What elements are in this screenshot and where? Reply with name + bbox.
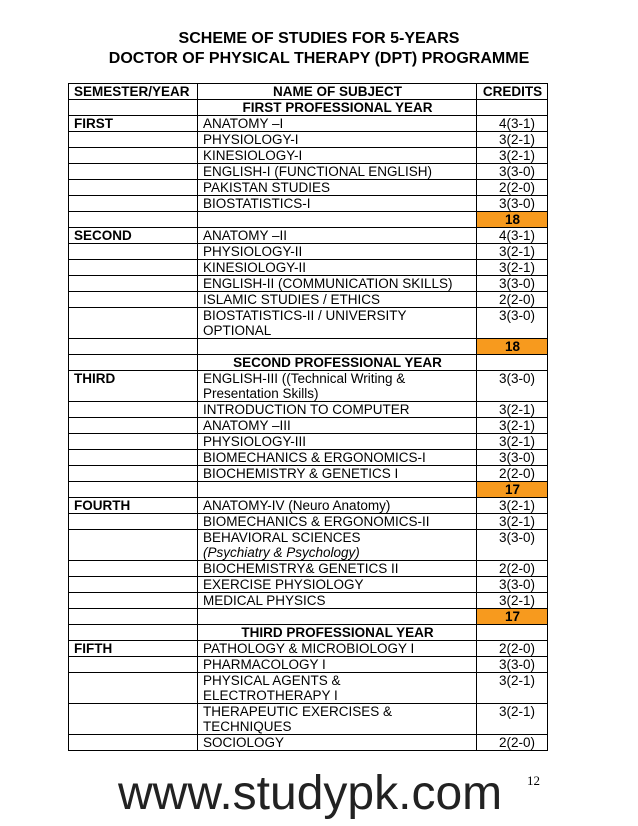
credits-cell: 3(2-1): [477, 704, 548, 735]
subject-name: EXERCISE PHYSIOLOGY: [203, 577, 364, 592]
table-row: [69, 450, 548, 466]
credits-total: 18: [477, 212, 548, 228]
credits-total: 17: [477, 609, 548, 625]
subject-name: ENGLISH-III ((Technical Writing &: [203, 371, 406, 386]
total-row: [69, 482, 548, 498]
semester-cell: [69, 418, 198, 434]
table-row: [69, 561, 548, 577]
semester-cell-empty: [69, 100, 198, 116]
credits-cell: 3(2-1): [477, 260, 548, 276]
document-title-line-2: DOCTOR OF PHYSICAL THERAPY (DPT) PROGRAMME: [108, 50, 530, 67]
semester-cell: [69, 434, 198, 450]
table-row: [69, 292, 548, 308]
subject-cell: [198, 196, 477, 212]
credits-cell: 3(3-0): [477, 308, 548, 339]
total-row: [69, 212, 548, 228]
semester-cell: [69, 735, 198, 751]
document-title-line-1: SCHEME OF STUDIES FOR 5-YEARS: [178, 30, 460, 47]
semester-cell: [69, 196, 198, 212]
credits-cell: 3(2-1): [477, 434, 548, 450]
semester-cell: [69, 244, 198, 260]
table-row: [69, 577, 548, 593]
subject-cell: [198, 228, 477, 244]
credits-cell: 3(3-0): [477, 657, 548, 673]
subject-name: ENGLISH-I (FUNCTIONAL ENGLISH): [203, 164, 433, 179]
credits-total: 18: [477, 339, 548, 355]
subject-cell: [198, 593, 477, 609]
subject-name-continued: ELECTROTHERAPY I: [203, 688, 338, 703]
subject-name: PHYSICAL AGENTS &: [203, 673, 341, 688]
table-row: [69, 402, 548, 418]
subject-name: PHYSIOLOGY-I: [203, 132, 299, 147]
credits-cell: 3(2-1): [477, 402, 548, 418]
semester-cell: [69, 466, 198, 482]
subject-cell-empty: [198, 609, 477, 625]
subject-name: PHYSIOLOGY-II: [203, 244, 303, 259]
table-row: [69, 276, 548, 292]
semester-cell: SECOND: [69, 228, 198, 244]
table-row: [69, 466, 548, 482]
subject-name: ANATOMY-IV (Neuro Anatomy): [203, 498, 391, 513]
table-row: [69, 498, 548, 514]
table-row: [69, 530, 548, 561]
semester-cell: [69, 132, 198, 148]
table-header-row: [69, 84, 548, 100]
subject-cell: [198, 577, 477, 593]
credits-cell: 2(2-0): [477, 641, 548, 657]
total-row: [69, 609, 548, 625]
subject-name-continued: Presentation Skills): [203, 386, 319, 401]
subject-cell: [198, 371, 477, 402]
subject-cell: [198, 180, 477, 196]
credits-cell: 2(2-0): [477, 561, 548, 577]
subject-name-continued: OPTIONAL: [203, 323, 272, 338]
credits-cell: 3(2-1): [477, 148, 548, 164]
subject-name: MEDICAL PHYSICS: [203, 593, 326, 608]
header-credits: CREDITS: [477, 84, 548, 100]
table-row: [69, 704, 548, 735]
subject-name: BIOSTATISTICS-II / UNIVERSITY: [203, 308, 407, 323]
credits-cell: 3(3-0): [477, 577, 548, 593]
table-row: [69, 514, 548, 530]
semester-cell-empty: [69, 339, 198, 355]
semester-cell: [69, 577, 198, 593]
subject-cell: [198, 641, 477, 657]
credits-cell: 3(3-0): [477, 196, 548, 212]
subject-cell: [198, 276, 477, 292]
subject-name: BIOCHEMISTRY& GENETICS II: [203, 561, 399, 576]
subject-name: PHARMACOLOGY I: [203, 657, 326, 672]
credits-cell: 3(2-1): [477, 673, 548, 704]
credits-cell: 3(2-1): [477, 132, 548, 148]
semester-cell: [69, 164, 198, 180]
section-title: THIRD PROFESSIONAL YEAR: [198, 625, 477, 641]
credits-cell: 4(3-1): [477, 116, 548, 132]
section-row: [69, 355, 548, 371]
credits-cell: 3(2-1): [477, 593, 548, 609]
credits-total: 17: [477, 482, 548, 498]
subject-name: PATHOLOGY & MICROBIOLOGY I: [203, 641, 415, 656]
credits-cell: 3(3-0): [477, 450, 548, 466]
subject-name: THERAPEUTIC EXERCISES &: [203, 704, 393, 719]
subject-name: KINESIOLOGY-I: [203, 148, 303, 163]
subject-cell: [198, 402, 477, 418]
header-subject: NAME OF SUBJECT: [198, 84, 477, 100]
subject-name: ISLAMIC STUDIES / ETHICS: [203, 292, 381, 307]
semester-cell: [69, 704, 198, 735]
subject-cell: [198, 561, 477, 577]
subject-name: BEHAVIORAL SCIENCES: [203, 530, 361, 545]
semester-cell: [69, 260, 198, 276]
subject-cell: [198, 244, 477, 260]
subject-name: ANATOMY –II: [203, 228, 288, 243]
credits-cell: 2(2-0): [477, 180, 548, 196]
semester-cell: [69, 180, 198, 196]
credits-cell: 3(2-1): [477, 514, 548, 530]
table-row: [69, 735, 548, 751]
semester-cell: [69, 308, 198, 339]
subject-name: ANATOMY –I: [203, 116, 284, 131]
semester-cell-empty: [69, 609, 198, 625]
credits-cell-empty: [477, 355, 548, 371]
subject-name: BIOMECHANICS & ERGONOMICS-I: [203, 450, 426, 465]
credits-cell: 3(3-0): [477, 371, 548, 402]
semester-cell: [69, 148, 198, 164]
subject-name: KINESIOLOGY-II: [203, 260, 307, 275]
semester-cell-empty: [69, 625, 198, 641]
credits-cell-empty: [477, 625, 548, 641]
page-number: 12: [527, 773, 540, 788]
subject-name: BIOMECHANICS & ERGONOMICS-II: [203, 514, 430, 529]
subject-cell: [198, 164, 477, 180]
subject-cell: [198, 132, 477, 148]
subject-cell: [198, 673, 477, 704]
subject-name: ENGLISH-II (COMMUNICATION SKILLS): [203, 276, 453, 291]
credits-cell: 4(3-1): [477, 228, 548, 244]
semester-cell: [69, 292, 198, 308]
credits-cell: 2(2-0): [477, 292, 548, 308]
table-row: [69, 418, 548, 434]
total-row: [69, 339, 548, 355]
subject-cell: [198, 498, 477, 514]
subject-cell: [198, 418, 477, 434]
table-row: [69, 196, 548, 212]
subject-cell: [198, 292, 477, 308]
semester-cell: [69, 450, 198, 466]
semester-cell: FIRST: [69, 116, 198, 132]
semester-cell: [69, 514, 198, 530]
table-row: [69, 673, 548, 704]
subject-cell: [198, 514, 477, 530]
subject-cell-empty: [198, 212, 477, 228]
section-row: [69, 625, 548, 641]
subject-name: SOCIOLOGY: [203, 735, 285, 750]
subject-cell: [198, 735, 477, 751]
subject-name: INTRODUCTION TO COMPUTER: [203, 402, 410, 417]
semester-cell-empty: [69, 212, 198, 228]
credits-cell: 3(3-0): [477, 530, 548, 561]
subject-name-continued: TECHNIQUES: [203, 719, 292, 734]
table-row: [69, 641, 548, 657]
table-row: [69, 244, 548, 260]
semester-cell: THIRD: [69, 371, 198, 402]
subject-cell: [198, 466, 477, 482]
table-row: [69, 593, 548, 609]
website-watermark: www.studypk.com: [118, 767, 503, 820]
subject-cell: [198, 657, 477, 673]
table-row: [69, 260, 548, 276]
subject-name-continued: (Psychiatry & Psychology): [203, 545, 360, 560]
semester-cell-empty: [69, 355, 198, 371]
subject-cell: [198, 450, 477, 466]
credits-cell: 3(3-0): [477, 164, 548, 180]
table-row: [69, 228, 548, 244]
credits-cell-empty: [477, 100, 548, 116]
subject-cell: [198, 434, 477, 450]
semester-cell: [69, 673, 198, 704]
subject-name: PAKISTAN STUDIES: [203, 180, 331, 195]
credits-cell: 3(2-1): [477, 498, 548, 514]
subject-name: PHYSIOLOGY-III: [203, 434, 307, 449]
semester-cell: [69, 657, 198, 673]
semester-cell-empty: [69, 482, 198, 498]
subject-cell: [198, 530, 477, 561]
credits-cell: 2(2-0): [477, 735, 548, 751]
subject-cell: [198, 704, 477, 735]
subject-cell: [198, 308, 477, 339]
semester-cell: [69, 561, 198, 577]
table-row: [69, 657, 548, 673]
credits-cell: 2(2-0): [477, 466, 548, 482]
credits-cell: 3(2-1): [477, 418, 548, 434]
semester-cell: FOURTH: [69, 498, 198, 514]
subject-name: BIOSTATISTICS-I: [203, 196, 311, 211]
section-title: FIRST PROFESSIONAL YEAR: [198, 100, 477, 116]
table-row: [69, 116, 548, 132]
semester-cell: [69, 530, 198, 561]
semester-cell: FIFTH: [69, 641, 198, 657]
header-semester: SEMESTER/YEAR: [69, 84, 198, 100]
subject-cell: [198, 260, 477, 276]
table-row: [69, 180, 548, 196]
subject-cell: [198, 116, 477, 132]
table-row: [69, 132, 548, 148]
subject-cell-empty: [198, 482, 477, 498]
subject-cell: [198, 148, 477, 164]
section-row: [69, 100, 548, 116]
table-row: [69, 434, 548, 450]
credits-cell: 3(3-0): [477, 276, 548, 292]
subject-name: ANATOMY –III: [203, 418, 291, 433]
table-row: [69, 308, 548, 339]
scheme-of-studies-table: [68, 83, 548, 751]
table-row: [69, 148, 548, 164]
credits-cell: 3(2-1): [477, 244, 548, 260]
subject-cell-empty: [198, 339, 477, 355]
section-title: SECOND PROFESSIONAL YEAR: [198, 355, 477, 371]
table-row: [69, 371, 548, 402]
subject-name: BIOCHEMISTRY & GENETICS I: [203, 466, 399, 481]
semester-cell: [69, 276, 198, 292]
table-row: [69, 164, 548, 180]
semester-cell: [69, 402, 198, 418]
semester-cell: [69, 593, 198, 609]
